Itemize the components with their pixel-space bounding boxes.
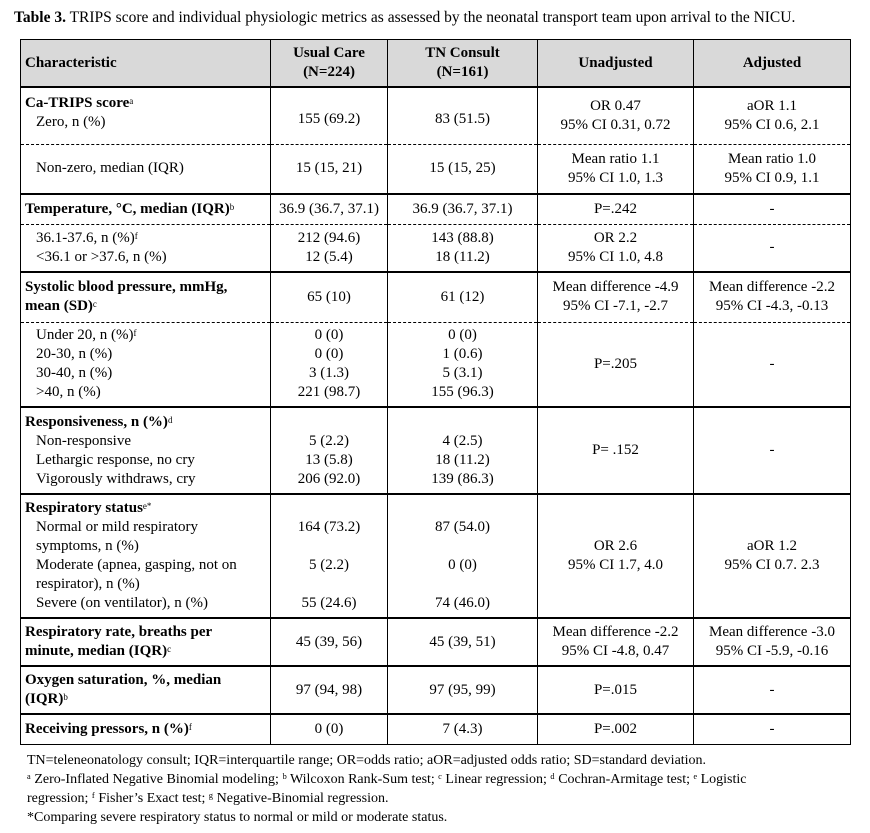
footnote-methods-1: ᵃ Zero-Inflated Negative Binomial modeling; ᵇ Wilcoxon Rank-Sum test; ᶜ Linear regression; ᵈ Cochran-Armitage test; ᵉ Logistic [27,772,747,787]
cell-uc-pressors: 0 (0) [271,714,388,744]
table-row-respiratory-status: Respiratory status$^{e*}$ Normal or mild respiratory symptoms, n (%) Moderate (apnea, gasping, not on respirator), n (%) Severe (on ventilator), n (%) 164 (73.2) 5 (2.2) 55 (24.6) 87 (54.0) 0 (0) 74 (46.0) OR 2.6 95% CI 1.7, 4.0 aOR 1.2 95% CI 0.7. 2.3 [21,494,851,618]
cell-uc-zero: 155 (69.2) [271,87,388,144]
results-table [20,39,851,745]
table-row-sbp: Systolic blood pressure, mmHg, mean (SD)$^c$ 65 (10) 61 (12) Mean difference -4.9 95% CI -7.1, -2.7 Mean difference -2.2 95% CI -4.3, -0.13 [21,272,851,322]
row-label-sbp-20-30: 20-30, n (%) [36,346,113,363]
table-row-sbp-ranges: Under 20, n (%)$^f$ 20-30, n (%) 30-40, n (%) >40, n (%) 0 (0) 0 (0) 3 (1.3) 221 (98.7) 0 (0) 1 (0.6) 5 (3.1) 155 (96.3) P=.205 - [21,322,851,407]
row-label-resp-severe: Severe (on ventilator), n (%) [36,595,209,611]
table-header-row [21,40,851,88]
cell-adj-temperature: - [694,194,851,224]
cell-unadj-oxygen: P=.015 [538,666,694,714]
row-title-respiratory-rate: Respiratory rate, breaths per minute, median (IQR) [25,624,213,659]
footnote-abbreviations: TN=teleneonatology consult; IQR=interquartile range; OR=odds ratio; aOR=adjusted odds ratio; SD=standard deviation. [27,753,707,768]
table-row-temperature: Temperature, °C, median (IQR)$^b$ 36.9 (36.7, 37.1) 36.9 (36.7, 37.1) P=.242 - [21,194,851,224]
row-label-sbp-30-40: 30-40, n (%) [36,365,113,382]
row-title-responsiveness: Responsiveness, n (%) [25,413,168,430]
cell-uc-temperature: 36.9 (36.7, 37.1) [271,194,388,224]
cell-adj-sbp: Mean difference -2.2 95% CI -4.3, -0.13 [694,272,851,322]
cell-unadj-sbp: Mean difference -4.9 95% CI -7.1, -2.7 [538,272,694,322]
cell-uc-respiratory: 164 (73.2) 5 (2.2) 55 (24.6) [271,494,388,618]
cell-adj-respiratory: aOR 1.2 95% CI 0.7. 2.3 [694,494,851,618]
row-label-lethargic: Lethargic response, no cry [36,451,195,468]
cell-uc-temp-range: 212 (94.6) 12 (5.4) [271,224,388,272]
cell-tn-responsiveness: 4 (2.5) 18 (11.2) 139 (86.3) [388,407,538,494]
table-row-temperature-range: 36.1-37.6, n (%)$^f$ <36.1 or >37.6, n (%) 212 (94.6) 12 (5.4) 143 (88.8) 18 (11.2) OR 2.2 95% CI 1.0, 4.8 - [21,224,851,272]
row-title-respiratory-status: Respiratory status [25,500,143,516]
caption-label: Table 3. [14,9,66,26]
cell-tn-pressors: 7 (4.3) [388,714,538,744]
cell-tn-oxygen: 97 (95, 99) [388,666,538,714]
table-row-pressors: Receiving pressors, n (%)$^f$ 0 (0) 7 (4.3) P=.002 - [21,714,851,744]
cell-tn-resp-rate: 45 (39, 51) [388,618,538,666]
table-row-ca-trips-nonzero [21,144,851,194]
table-caption [14,9,795,27]
row-label-temp-normal: 36.1-37.6, n (%) [36,229,135,246]
header-characteristic: Characteristic [21,40,271,88]
cell-adj-temp-range: - [694,224,851,272]
row-title-pressors: Receiving pressors, n (%) [25,720,189,737]
cell-uc-sbp: 65 (10) [271,272,388,322]
row-label-resp-normal-1: Normal or mild respiratory [36,519,199,535]
row-label-zero: Zero, n (%) [36,114,106,130]
row-label-non-responsive: Non-responsive [36,432,131,449]
cell-adj-nonzero: Mean ratio 1.0 95% CI 0.9, 1.1 [694,144,851,194]
cell-uc-resp-rate: 45 (39, 56) [271,618,388,666]
cell-unadj-nonzero: Mean ratio 1.1 95% CI 1.0, 1.3 [538,144,694,194]
table-row-respiratory-rate: Respiratory rate, breaths per minute, median (IQR)$^c$ 45 (39, 56) 45 (39, 51) Mean difference -2.2 95% CI -4.8, 0.47 Mean difference -3.0 95% CI -5.9, -0.16 [21,618,851,666]
header-usual-care: Usual Care (N=224) [271,40,388,88]
cell-uc-responsiveness: 5 (2.2) 13 (5.8) 206 (92.0) [271,407,388,494]
cell-unadj-sbp-ranges: P=.205 [538,322,694,407]
cell-adj-sbp-ranges: - [694,322,851,407]
cell-unadj-temperature: P=.242 [538,194,694,224]
table-footnotes [27,751,862,827]
cell-unadj-zero: OR 0.47 95% CI 0.31, 0.72 [538,87,694,144]
row-title-temperature: Temperature, °C, median (IQR) [25,200,230,217]
cell-adj-resp-rate: Mean difference -3.0 95% CI -5.9, -0.16 [694,618,851,666]
cell-uc-nonzero: 15 (15, 21) [271,144,388,194]
cell-uc-sbp-ranges: 0 (0) 0 (0) 3 (1.3) 221 (98.7) [271,322,388,407]
row-label-temp-abnormal: <36.1 or >37.6, n (%) [36,248,167,265]
footnote-respiratory: *Comparing severe respiratory status to normal or mild or moderate status. [27,810,448,825]
cell-tn-sbp: 61 (12) [388,272,538,322]
cell-unadj-respiratory: OR 2.6 95% CI 1.7, 4.0 [538,494,694,618]
row-label-vigorous: Vigorously withdraws, cry [36,470,196,487]
header-adjusted: Adjusted [694,40,851,88]
caption-text: TRIPS score and individual physiologic metrics as assessed by the neonatal transport team upon arrival to the NICU. [65,9,796,26]
table-row-oxygen-saturation: Oxygen saturation, %, median (IQR)$^b$ 97 (94, 98) 97 (95, 99) P=.015 - [21,666,851,714]
cell-adj-oxygen: - [694,666,851,714]
cell-adj-pressors: - [694,714,851,744]
row-label-resp-moderate-2: respirator), n (%) [36,576,140,592]
row-title-oxygen-saturation: Oxygen saturation, %, median (IQR) [25,672,222,707]
cell-tn-zero: 83 (51.5) [388,87,538,144]
cell-tn-sbp-ranges: 0 (0) 1 (0.6) 5 (3.1) 155 (96.3) [388,322,538,407]
cell-tn-respiratory: 87 (54.0) 0 (0) 74 (46.0) [388,494,538,618]
row-label-resp-normal-2: symptoms, n (%) [36,538,139,554]
table-row-ca-trips-zero: Ca-TRIPS score$^a$ Zero, n (%) 155 (69.2) 83 (51.5) OR 0.47 95% CI 0.31, 0.72 aOR 1.1 95% CI 0.6, 2.1 [21,87,851,144]
cell-unadj-pressors: P=.002 [538,714,694,744]
header-unadjusted: Unadjusted [538,40,694,88]
cell-uc-oxygen: 97 (94, 98) [271,666,388,714]
cell-unadj-resp-rate: Mean difference -2.2 95% CI -4.8, 0.47 [538,618,694,666]
row-label-sbp-over40: >40, n (%) [36,384,101,401]
cell-tn-temperature: 36.9 (36.7, 37.1) [388,194,538,224]
cell-tn-nonzero: 15 (15, 25) [388,144,538,194]
table-row-responsiveness: Responsiveness, n (%)$^d$ Non-responsive Lethargic response, no cry Vigorously withdraws, cry 5 (2.2) 13 (5.8) 206 (92.0) 4 (2.5) 18 (11.2) 139 (86.3) P= .152 - [21,407,851,494]
cell-unadj-responsiveness: P= .152 [538,407,694,494]
cell-unadj-temp-range: OR 2.2 95% CI 1.0, 4.8 [538,224,694,272]
row-label-sbp-under20: Under 20, n (%) [36,327,134,344]
cell-adj-responsiveness: - [694,407,851,494]
row-label-resp-moderate-1: Moderate (apnea, gasping, not on [36,557,237,573]
footnote-methods-2: regression; ᶠ Fisher’s Exact test; ᵍ Negative-Binomial regression. [27,791,389,806]
row-title-ca-trips: Ca-TRIPS score [25,95,130,111]
cell-adj-zero: aOR 1.1 95% CI 0.6, 2.1 [694,87,851,144]
header-tn-consult: TN Consult (N=161) [388,40,538,88]
row-title-sbp: Systolic blood pressure, mmHg, mean (SD) [25,279,228,315]
cell-tn-temp-range: 143 (88.8) 18 (11.2) [388,224,538,272]
row-label-nonzero: Non-zero, median (IQR) [36,160,184,177]
